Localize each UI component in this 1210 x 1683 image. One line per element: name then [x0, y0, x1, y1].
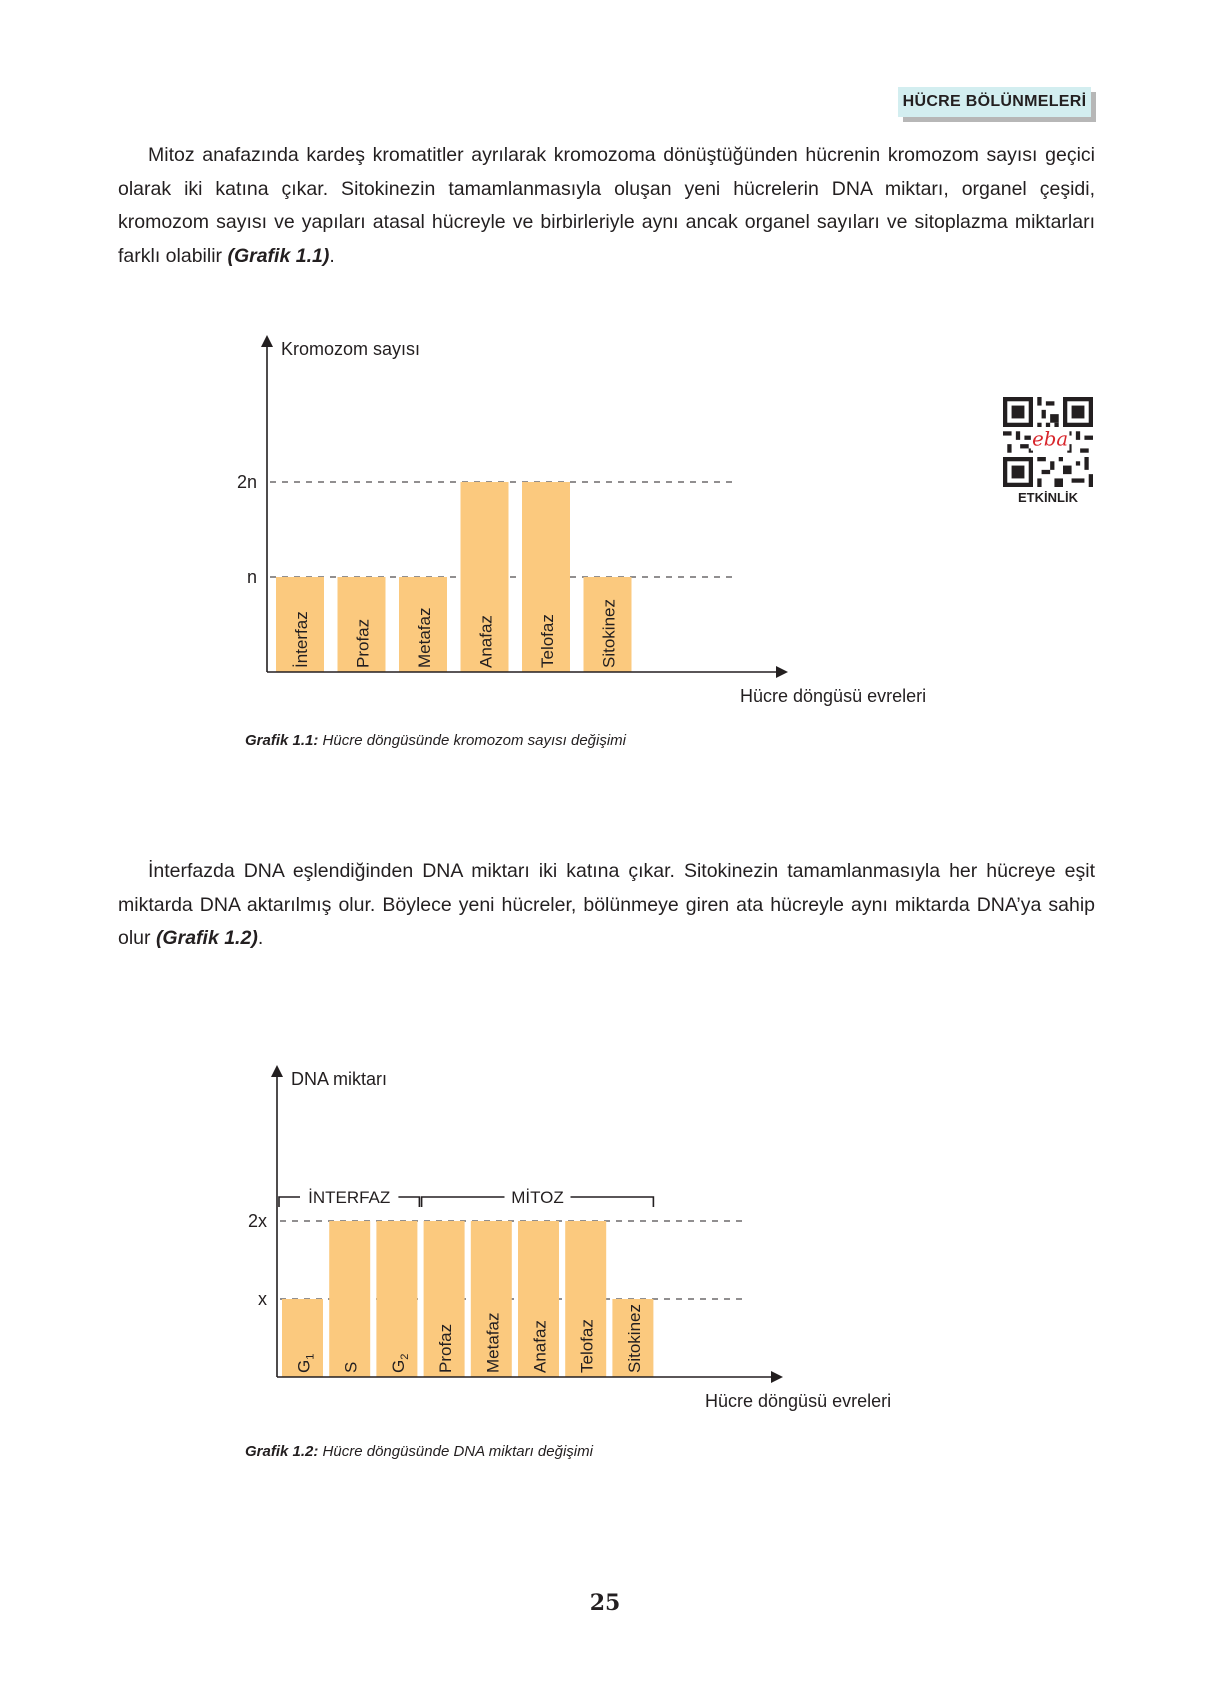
y-tick-label: 2x	[247, 1211, 267, 1231]
chart2-caption-text: Hücre döngüsünde DNA miktarı değişimi	[318, 1443, 593, 1460]
y-tick-label: x	[258, 1289, 267, 1309]
page-number: 25	[589, 1590, 621, 1616]
y-tick-label: n	[246, 567, 257, 587]
bar-label: S	[341, 1361, 361, 1373]
bar-label: Anafaz	[476, 615, 496, 668]
chart1-caption	[245, 732, 626, 749]
activity-label[interactable]: ETKİNLİK	[1018, 490, 1078, 505]
bar-label: Telofaz	[577, 1319, 597, 1373]
x-axis-label: Hücre döngüsü evreleri	[705, 1391, 892, 1411]
group-label: İNTERFAZ	[308, 1188, 391, 1207]
bar-label: Telofaz	[538, 614, 557, 668]
chart2-caption-label: Grafik 1.2:	[245, 1443, 319, 1460]
paragraph-text: İnterfazda DNA eşlendiğinden DNA miktarı iki katına çıkar. Sitokinezin tamamlanmasıyla her hücreye eşit miktarda DNA aktarılmış olur. Böylece yeni hücreler, bölünmeye giren ata hücreyle aynı miktarda DNA’ya sahip olur	[118, 860, 1095, 949]
paragraph-end: .	[329, 244, 335, 267]
group-bracket-right	[398, 1197, 419, 1207]
figure-reference: (Grafik 1.1)	[227, 244, 330, 267]
chart-dna-amount	[0, 1055, 1210, 1435]
bar-2	[329, 1221, 370, 1377]
bar-label: Profaz	[353, 618, 373, 668]
bar-label: Metafaz	[483, 1312, 503, 1373]
section-title-tag: HÜCRE BÖLÜNMELERİ	[898, 87, 1091, 117]
group-bracket-right	[571, 1197, 654, 1207]
chart1-caption-text: Hücre döngüsünde kromozom sayısı değişimi	[318, 732, 627, 749]
paragraph-mitosis	[118, 139, 1095, 273]
x-axis-arrow	[776, 666, 788, 678]
y-tick-label: 2n	[236, 472, 257, 492]
bar-label: Profaz	[436, 1323, 456, 1373]
qr-code-icon[interactable]	[1003, 397, 1093, 487]
chart1-caption-label: Grafik 1.1:	[245, 732, 319, 749]
y-axis-arrow	[261, 335, 273, 347]
bar-label: Metafaz	[415, 607, 434, 668]
figure-reference: (Grafik 1.2)	[155, 927, 258, 949]
bar-label: İnterfaz	[292, 611, 311, 668]
qr-logo-text: eba	[1032, 427, 1069, 451]
bar-label: $G_2$	[388, 1353, 411, 1373]
group-bracket-left	[422, 1197, 505, 1207]
chart-chromosome-count	[0, 330, 1210, 730]
bar-3	[376, 1221, 417, 1377]
x-axis-label: Hücre döngüsü evreleri	[740, 686, 927, 706]
paragraph-end: .	[257, 927, 264, 949]
bar-label: Anafaz	[530, 1320, 550, 1373]
group-bracket-left	[279, 1197, 300, 1207]
y-axis-label: Kromozom sayısı	[281, 339, 421, 359]
paragraph-dna	[118, 855, 1095, 956]
y-axis-arrow	[271, 1065, 283, 1077]
bar-label: Sitokinez	[624, 1304, 644, 1373]
bar-label: Sitokinez	[599, 599, 619, 668]
bar-label: $G_1$	[294, 1353, 317, 1373]
x-axis-arrow	[771, 1371, 783, 1383]
y-axis-label: DNA miktarı	[291, 1069, 388, 1089]
paragraph-text: Mitoz anafazında kardeş kromatitler ayrılarak kromozoma dönüştüğünden hücrenin kromozom sayısı geçici olarak iki katına çıkar. Sitokinezin tamamlanmasıyla oluşan yeni hücrelerin DNA miktarı, organel çeşidi, kromozom sayısı ve yapıları atasal hücreyle ve birbirleriyle aynı ancak organel sayıları ve sitoplazma miktarları farklı olabilir	[118, 144, 1095, 267]
chart2-caption	[245, 1443, 593, 1460]
group-label: MİTOZ	[511, 1188, 564, 1207]
